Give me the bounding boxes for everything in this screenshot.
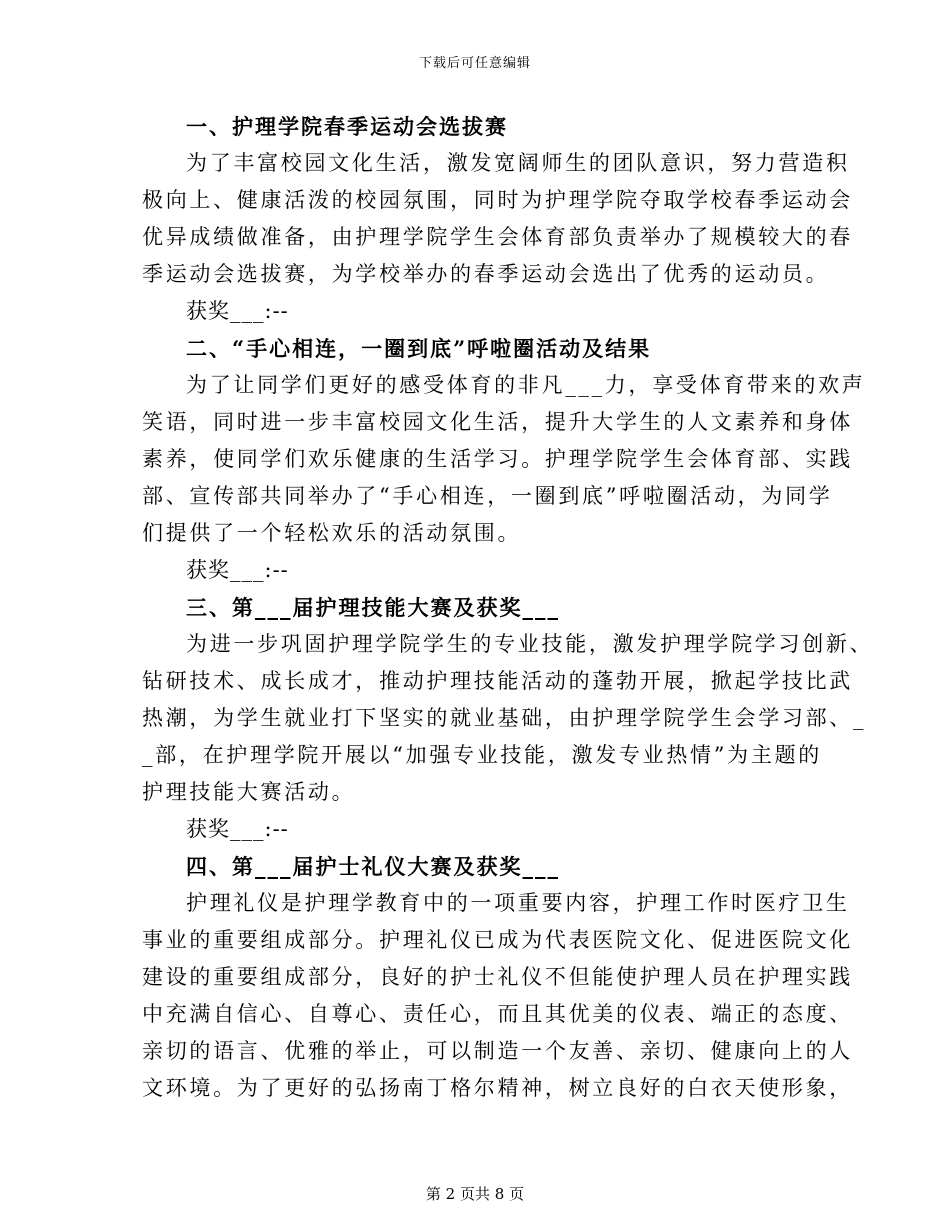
page-number: 第 2 页共 8 页 [425,1185,525,1203]
paragraph-line: 季运动会选拔赛，为学校举办的春季运动会选出了优秀的运动员。 [142,262,830,286]
paragraph-line: 部、宣传部共同举办了“手心相连，一圈到底”呼啦圈活动，为同学 [142,484,833,508]
paragraph-line: 钻研技术、成长成才，推动护理技能活动的蓬勃开展，掀起学技比武 [142,669,853,693]
paragraph-line: 热潮，为学生就业打下坚实的就业基础，由护理学院学生会学习部、_ [142,706,867,730]
paragraph-line: 中充满自信心、自尊心、责任心，而且其优美的仪表、端正的态度、 [142,1002,853,1026]
section-heading: 三、第___届护理技能大赛及获奖___ [186,595,560,620]
page-header: 下载后可任意编辑 [418,56,531,71]
paragraph-line: 文环境。为了更好的弘扬南丁格尔精神，树立良好的白衣天使形象， [142,1076,853,1100]
paragraph-line: 极向上、健康活泼的校园氛围，同时为护理学院夺取学校春季运动会 [142,188,853,212]
paragraph-line: 为了让同学们更好的感受体育的非凡___力，享受体育带来的欢声 [186,373,866,397]
award-line: 获奖___:-- [186,817,289,841]
section-1 [142,108,853,330]
section-4 [142,848,853,1107]
section-heading: 二、“手心相连，一圈到底”呼啦圈活动及结果 [186,336,652,361]
section-2 [142,330,866,589]
paragraph-line: 们提供了一个轻松欢乐的活动氛围。 [142,521,522,545]
paragraph-line: 护理技能大赛活动。 [142,780,356,804]
paragraph-line: 为了丰富校园文化生活，激发宽阔师生的团队意识，努力营造积 [186,151,850,175]
paragraph-line: _部，在护理学院开展以“加强专业技能，激发专业热情”为主题的 [142,743,822,767]
paragraph-line: 事业的重要组成部分。护理礼仪已成为代表医院文化、促进医院文化 [142,928,853,952]
section-heading: 一、护理学院春季运动会选拔赛 [186,114,508,139]
award-line: 获奖___:-- [186,299,289,323]
paragraph-line: 素养，使同学们欢乐健康的生活学习。护理学院学生会体育部、实践 [142,447,853,471]
paragraph-line: 优异成绩做准备，由护理学院学生会体育部负责举办了规模较大的春 [142,225,853,249]
paragraph-line: 亲切的语言、优雅的举止，可以制造一个友善、亲切、健康向上的人 [142,1039,853,1063]
award-line: 获奖___:-- [186,558,289,582]
section-3 [142,589,874,848]
section-heading: 四、第___届护士礼仪大赛及获奖___ [186,854,560,879]
paragraph-line: 为进一步巩固护理学院学生的专业技能，激发护理学院学习创新、 [186,632,874,656]
document-body [142,108,874,1107]
paragraph-line: 建设的重要组成部分，良好的护士礼仪不但能使护理人员在护理实践 [142,965,853,989]
paragraph-line: 护理礼仪是护理学教育中的一项重要内容，护理工作时医疗卫生 [186,891,850,915]
paragraph-line: 笑语，同时进一步丰富校园文化生活，提升大学生的人文素养和身体 [142,410,853,434]
